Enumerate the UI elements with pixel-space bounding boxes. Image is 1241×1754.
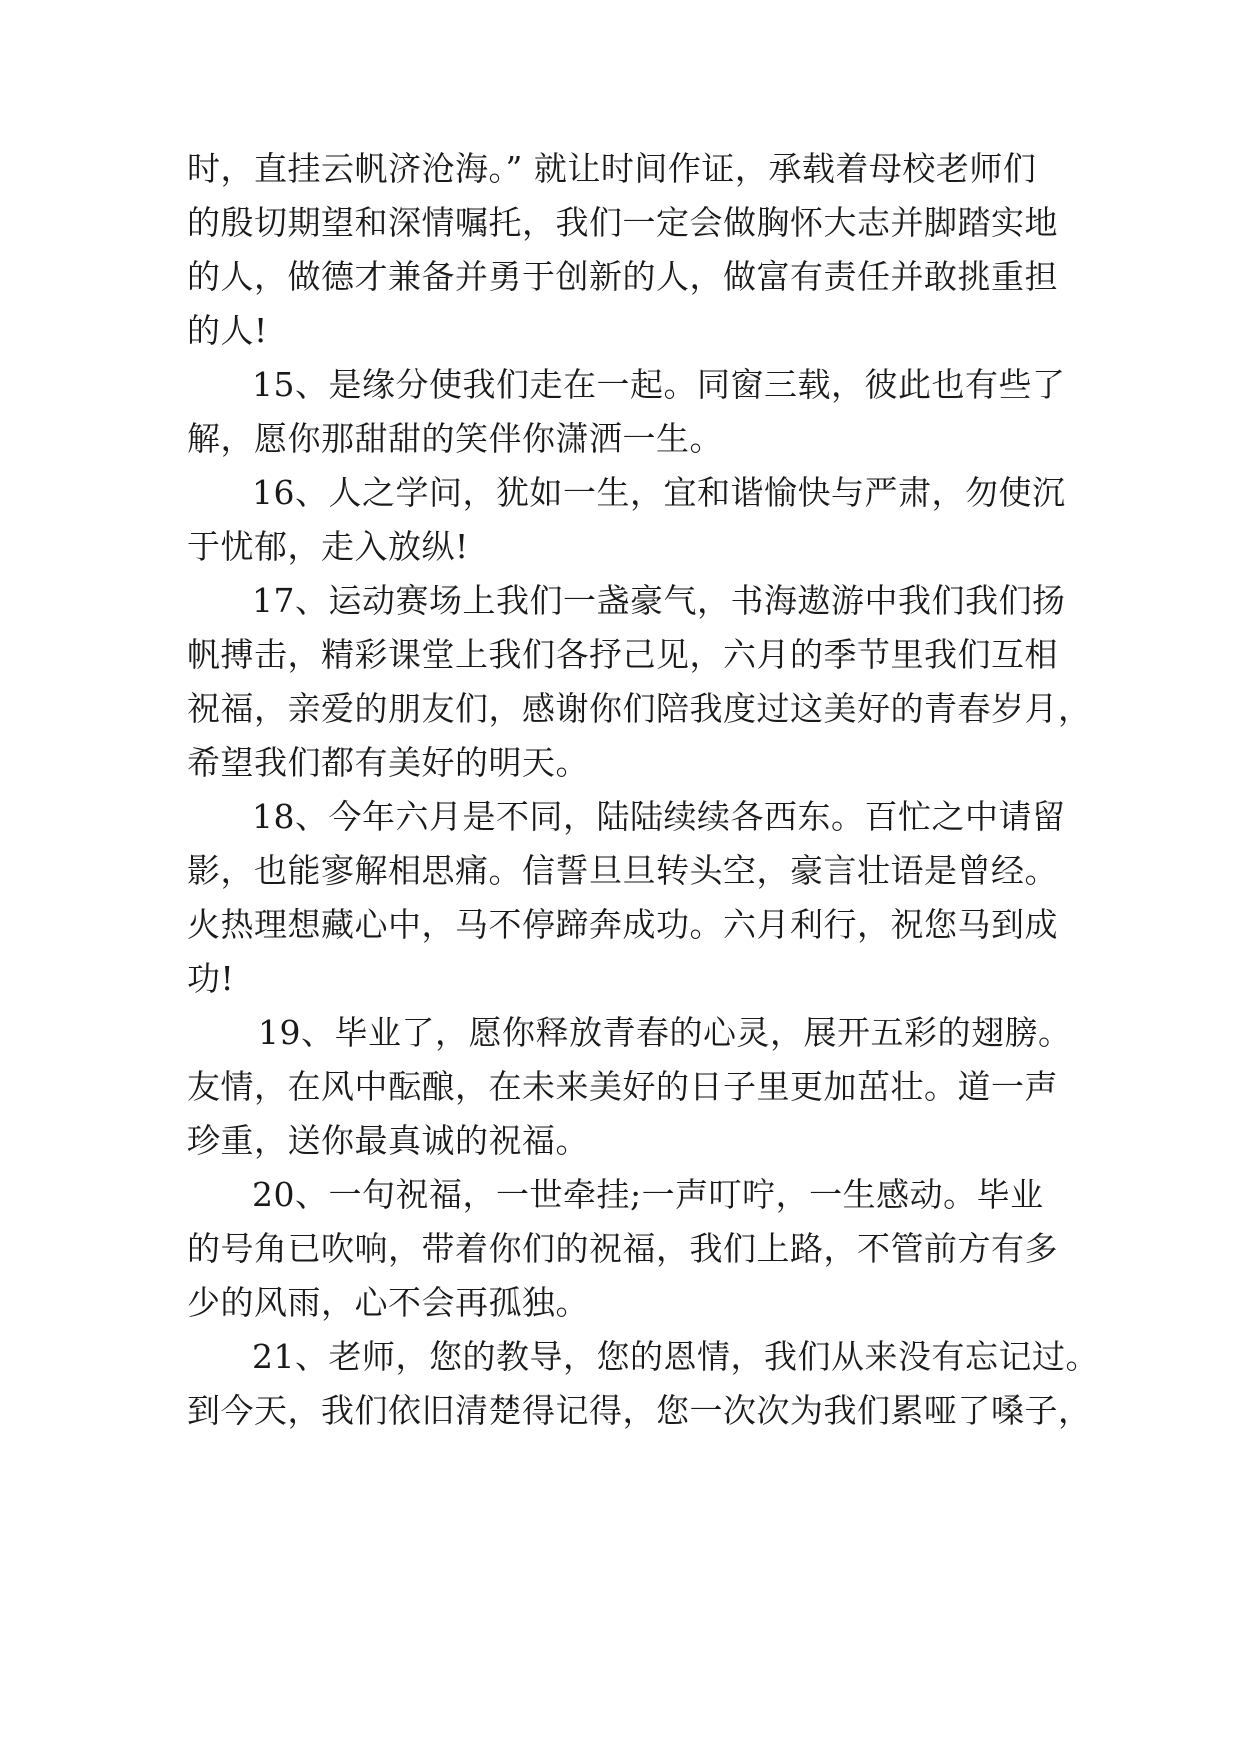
paragraph-first-line: 20、一句祝福，一世牵挂;一声叮咛，一生感动。毕业 bbox=[252, 1175, 1044, 1214]
text-line: 火热理想藏心中，马不停蹄奔成功。六月利行，祝您马到成 bbox=[187, 905, 1058, 944]
text-line: 的号角已吹响，带着你们的祝福，我们上路，不管前方有多 bbox=[187, 1229, 1058, 1268]
paragraph-first-line: 18、今年六月是不同，陆陆续续各西东。百忙之中请留 bbox=[252, 797, 1066, 836]
text-line: 少的风雨，心不会再孤独。 bbox=[187, 1283, 589, 1322]
text-line: 祝福，亲爱的朋友们，感谢你们陪我度过这美好的青春岁月， bbox=[187, 689, 1092, 728]
text-line: 功! bbox=[187, 959, 235, 998]
text-line: 时，直挂云帆济沧海。” 就让时间作证，承载着母校老师们 bbox=[187, 149, 1037, 188]
text-line: 帆搏击，精彩课堂上我们各抒己见，六月的季节里我们互相 bbox=[187, 635, 1058, 674]
text-line: 珍重，送你最真诚的祝福。 bbox=[187, 1121, 589, 1160]
text-line: 的殷切期望和深情嘱托，我们一定会做胸怀大志并脚踏实地 bbox=[187, 203, 1058, 242]
paragraph-first-line: 15、是缘分使我们走在一起。同窗三载，彼此也有些了 bbox=[252, 365, 1066, 404]
text-line: 希望我们都有美好的明天。 bbox=[187, 743, 589, 782]
paragraph-first-line: 17、运动赛场上我们一盏豪气，书海遨游中我们我们扬 bbox=[252, 581, 1066, 620]
text-line: 到今天，我们依旧清楚得记得，您一次次为我们累哑了嗓子， bbox=[187, 1391, 1092, 1430]
text-line: 的人! bbox=[187, 311, 268, 350]
text-line: 影，也能寥解相思痛。信誓旦旦转头空，豪言壮语是曾经。 bbox=[187, 851, 1058, 890]
paragraph-first-line: 16、人之学问，犹如一生，宜和谐愉快与严肃，勿使沉 bbox=[252, 473, 1066, 512]
paragraph-first-line: 19、毕业了，愿你释放青春的心灵，展开五彩的翅膀。 bbox=[258, 1013, 1072, 1052]
text-line: 的人，做德才兼备并勇于创新的人，做富有责任并敢挑重担 bbox=[187, 257, 1058, 296]
text-line: 友情，在风中酝酿，在未来美好的日子里更加茁壮。道一声 bbox=[187, 1067, 1058, 1106]
text-line: 于忧郁，走入放纵! bbox=[187, 527, 469, 566]
text-line: 解，愿你那甜甜的笑伴你潇洒一生。 bbox=[187, 419, 723, 458]
paragraph-first-line: 21、老师，您的教导，您的恩情，我们从来没有忘记过。 bbox=[252, 1337, 1099, 1376]
